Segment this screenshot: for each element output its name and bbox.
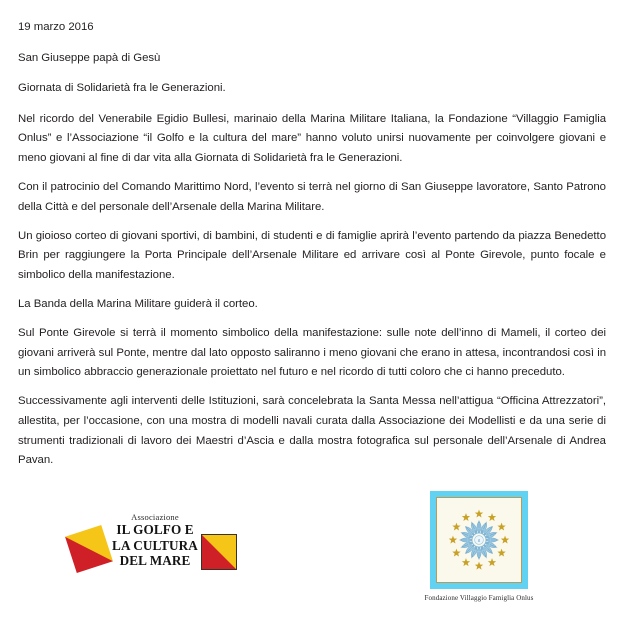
nautical-flag-square-icon: [201, 534, 237, 570]
logo-golfo-line-3: DEL MARE: [119, 553, 191, 568]
document-occasion: Giornata di Solidarietà fra le Generazioni.: [18, 82, 226, 95]
star-icon: [488, 558, 496, 566]
star-icon: [452, 549, 460, 557]
document-date: 19 marzo 2016: [18, 21, 94, 33]
logo-golfo-association-word: Associazione: [131, 512, 179, 522]
paragraph-1: Nel ricordo del Venerabile Egidio Bullesi, marinaio della Marina Militare Italiana, la Fondazione “Villaggio Famiglia Onlus” e l’Associazione “il Golfo e la cultura del mare” hanno voluto unirsi nuovamente per coinvolgere giovani e meno giovani al fine di dar vita alla Giornata di Solidarietà fra le Generazioni.: [18, 112, 606, 164]
logo-fondazione-caption: Fondazione Villaggio Famiglia Onlus: [424, 594, 534, 602]
logo-fondazione-villaggio-famiglia: [418, 491, 540, 613]
document-subtitle: San Giuseppe papà di Gesù: [18, 51, 161, 64]
star-icon: [452, 523, 460, 531]
logo-golfo-line-1: IL GOLFO E: [116, 522, 194, 537]
star-icon: [501, 536, 509, 544]
paragraph-6: Successivamente agli interventi delle Istituzioni, sarà concelebrata la Santa Messa nell’attigua “Officina Attrezzatori”, allestita, per l’occasione, con una mostra di modelli navali curata dalla Associazione dei Modellisti e da una serie di strumenti tradizionali di lavoro dei Maestri d’Ascia e dalla mostra fotografica sul personale dell’Arsenale di Andrea Pavan.: [18, 395, 606, 467]
document-text-body: [18, 18, 606, 471]
star-icon: [449, 536, 457, 544]
star-icon: [475, 510, 483, 518]
logo-fondazione-frame: [430, 491, 528, 589]
star-icon: [462, 558, 470, 566]
star-icon: [475, 562, 483, 570]
star-icon: [497, 549, 505, 557]
paragraph-3: Un gioioso corteo di giovani sportivi, di bambini, di studenti e di famiglie aprirà l’evento partendo da piazza Benedetto Brin per raggiungere la Porta Principale dell’Arsenale Militare ed arrivare così al Ponte Girevole, punto focale e simbolico della manifestazione.: [18, 229, 606, 281]
logo-row: [0, 487, 623, 617]
logo-fondazione-field: [436, 497, 522, 583]
star-icon: [488, 513, 496, 521]
nautical-flag-diamond-icon: [65, 525, 113, 573]
paragraph-2: Con il patrocinio del Comando Marittimo Nord, l’evento si terrà nel giorno di San Giuseppe lavoratore, Santo Patrono della Città e del personale dell’Arsenale della Marina Militare.: [18, 181, 606, 213]
rosette-emblem-icon: [437, 498, 521, 582]
logo-golfo-text: [110, 512, 200, 569]
logo-golfo-line-2: LA CULTURA: [112, 537, 198, 553]
flag-diagonal-fill: [65, 525, 113, 573]
paragraph-4: La Banda della Marina Militare guiderà il corteo.: [18, 298, 258, 311]
paragraph-5: Sul Ponte Girevole si terrà il momento simbolico della manifestazione: sulle note dell’inno di Mameli, il corteo dei giovani arriverà sul Ponte, mentre dal lato opposto saliranno i meno giovani che erano in attesa, incontrandosi così in un simbolico abbraccio generazionale proiettato nel futuro e nel ricordo di tutti coloro che ci hanno preceduto.: [18, 327, 606, 379]
star-icon: [497, 523, 505, 531]
star-icon: [462, 513, 470, 521]
svg-text:fl: fl: [477, 537, 481, 543]
logo-golfo-cultura-del-mare: [70, 512, 245, 580]
